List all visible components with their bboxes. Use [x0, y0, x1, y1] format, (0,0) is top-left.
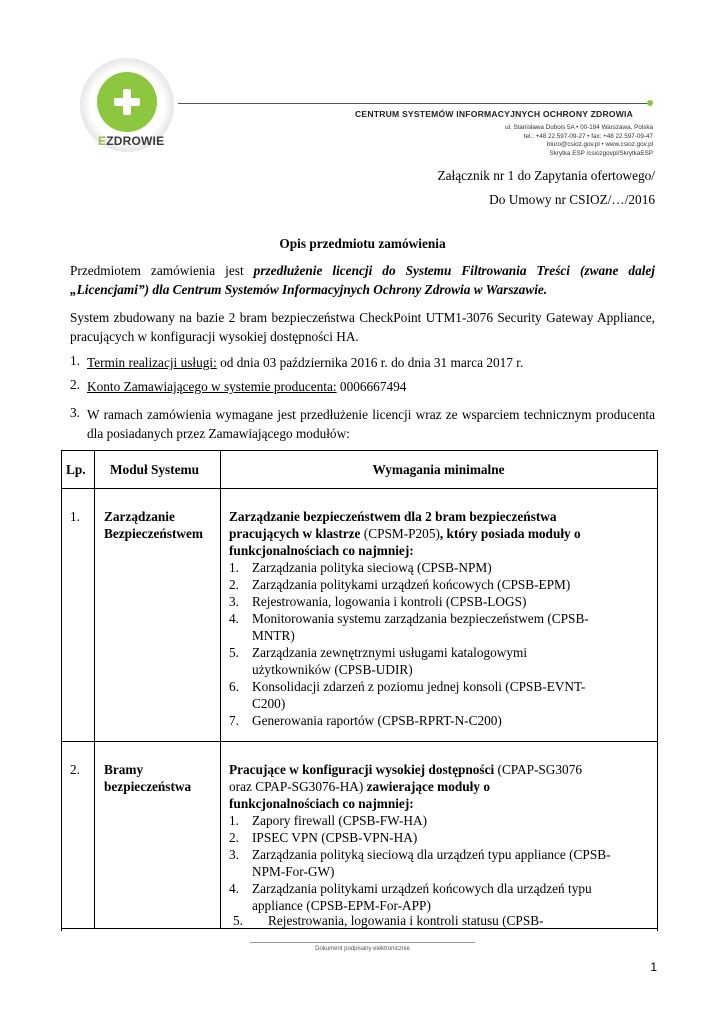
- list-item-number: 3.: [70, 405, 80, 420]
- req-item-text: Zarządzania zewnętrznymi usługami katalogowymi użytkowników (CPSB-UDIR): [252, 645, 528, 677]
- org-name: CENTRUM SYSTEMÓW INFORMACYJNYCH OCHRONY ZDROWIA: [355, 109, 634, 119]
- req-item-text: Monitorowania systemu zarządzania bezpieczeństwem (CPSB-MNTR): [252, 611, 589, 643]
- table-col-divider: [220, 450, 221, 929]
- attachment-line-2: Do Umowy nr CSIOZ/…/2016: [489, 192, 655, 207]
- system-paragraph: System zbudowany na bazie 2 bram bezpieczeństwa CheckPoint UTM1-3076 Security Gateway Appliance, pracujących w konfiguracji wysokiej dostępności HA.: [70, 310, 655, 344]
- header-dot: [647, 100, 653, 106]
- header-divider: [178, 103, 652, 104]
- header-module: Moduł Systemu: [110, 462, 200, 477]
- list-item-number: 2.: [70, 377, 80, 392]
- org-address: [505, 124, 653, 158]
- req-item-number: 5.: [233, 913, 243, 928]
- intro-paragraph: Przedmiotem zamówienia jest przedłużenie licencji do Systemu Filtrowania Treści (zwane dalej „Licencjami”) dla Centrum Systemów Informacyjnych Ochrony Zdrowia w Warszawie.: [70, 263, 656, 297]
- row-requirement-intro: Zarządzanie bezpieczeństwem dla 2 bram bezpieczeństwa pracujących w klastrze (CPSM-P205), który posiada moduły o funkcjonalnościach co najmniej:: [229, 509, 581, 558]
- req-item-text: Rejestrowania, logowania i kontroli statusu (CPSB-: [268, 913, 544, 928]
- req-item-text: Generowania raportów (CPSB-RPRT-N-C200): [252, 713, 502, 728]
- req-item-number: 2.: [229, 830, 239, 845]
- req-item-number: 4.: [229, 881, 239, 896]
- req-item-text: IPSEC VPN (CPSB-VPN-HA): [252, 830, 418, 845]
- list-item-account: Konto Zamawiającego w systemie producenta: 0006667494: [87, 379, 407, 394]
- req-item-text: Konsolidacji zdarzeń z poziomu jednej konsoli (CPSB-EVNT-C200): [252, 679, 586, 711]
- row-lp: 2.: [70, 762, 80, 777]
- logo-text: EZDROWIE: [98, 134, 165, 148]
- req-item-number: 1.: [229, 560, 239, 575]
- email-line: biuro@csioz.gov.pl • www.csioz.gov.pl: [546, 141, 653, 149]
- row-module: Zarządzanie Bezpieczeństwem: [104, 509, 203, 541]
- phone-line: tel.: +48 22 597-09-27 • fax: +48 22 597-09-47: [523, 132, 653, 140]
- list-item-number: 1.: [70, 353, 80, 368]
- address-line: ul. Stanisława Dubois 5A • 00-184 Warszawa, Polska: [505, 124, 653, 131]
- table-header-divider: [61, 488, 658, 489]
- req-item-number: 5.: [229, 645, 239, 660]
- row-lp: 1.: [70, 509, 80, 524]
- list-item-deadline: Termin realizacji usługi: od dnia 03 października 2016 r. do dnia 31 marca 2017 r.: [87, 355, 524, 370]
- page-number: 1: [650, 960, 657, 974]
- header-requirements: Wymagania minimalne: [372, 462, 505, 477]
- req-item-number: 3.: [229, 594, 239, 609]
- req-item-text: Rejestrowania, logowania i kontroli (CPSB-LOGS): [252, 594, 527, 609]
- req-item-text: Zarządzania polityką sieciową dla urządzeń typu appliance (CPSB-NPM-For-GW): [252, 847, 611, 879]
- list-item-scope: W ramach zamówienia wymagane jest przedłużenie licencji wraz ze wsparciem technicznym producenta dla posiadanych przez Zamawiającego modułów:: [87, 407, 655, 441]
- req-item-number: 1.: [229, 813, 239, 828]
- req-item-number: 2.: [229, 577, 239, 592]
- req-item-number: 3.: [229, 847, 239, 862]
- table-col-divider: [94, 450, 95, 929]
- page-title: Opis przedmiotu zamówienia: [279, 236, 446, 251]
- ezdrowie-logo-icon: [97, 72, 157, 132]
- header-lp: Lp.: [66, 462, 86, 477]
- row-module: Bramy bezpieczeństwa: [104, 762, 192, 794]
- req-item-text: Zarządzania polityka sieciową (CPSB-NPM): [252, 560, 492, 575]
- req-item-text: Zarządzania politykami urządzeń końcowych (CPSB-EPM): [252, 577, 571, 592]
- table-row-divider: [61, 741, 658, 742]
- req-item-number: 7.: [229, 713, 239, 728]
- req-item-text: Zapory firewall (CPSB-FW-HA): [252, 813, 428, 828]
- attachment-line-1: Załącznik nr 1 do Zapytania ofertowego/: [437, 168, 655, 183]
- footer-divider: [250, 942, 475, 943]
- req-item-text: Zarządzania politykami urządzeń końcowych dla urządzeń typu appliance (CPSB-EPM-For-APP): [252, 881, 592, 913]
- row-requirement-intro: Pracujące w konfiguracji wysokiej dostępności (CPAP-SG3076 oraz CPAP-SG3076-HA) zawierające moduły o funkcjonalnościach co najmniej:: [229, 762, 582, 811]
- req-item-number: 4.: [229, 611, 239, 626]
- req-item-number: 6.: [229, 679, 239, 694]
- signed-notice: Dokument podpisany elektronicznie: [315, 946, 410, 952]
- esp-line: Skrytka ESP /csiozgovpl/SkrytkaESP: [549, 149, 653, 157]
